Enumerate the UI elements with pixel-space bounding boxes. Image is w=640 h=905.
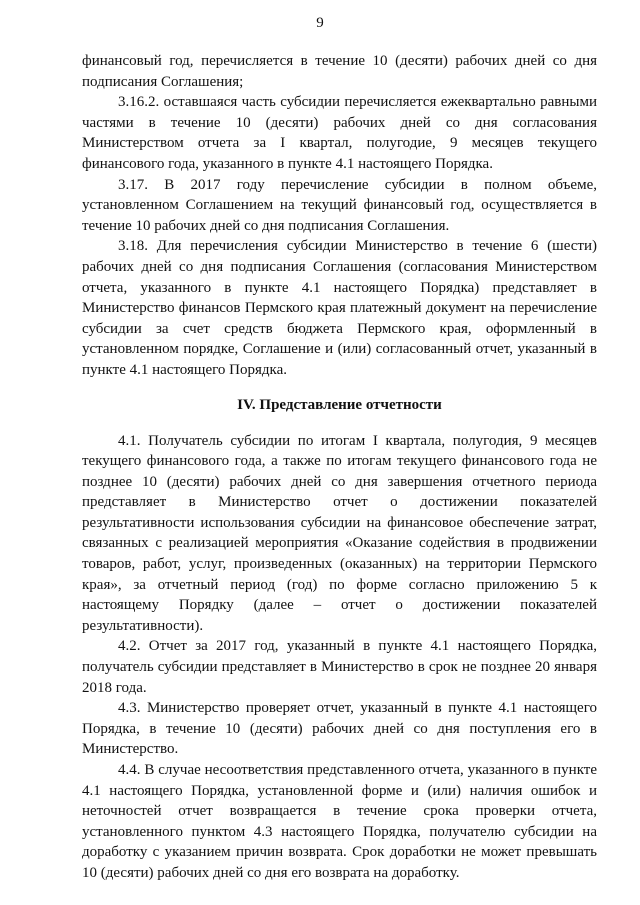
- page-number: 9: [316, 15, 324, 31]
- paragraph-4-3: 4.3. Министерство проверяет отчет, указанный в пункте 4.1 настоящего Порядка, в течение 10 (десяти) рабочих дней со дня поступления его в Министерство.: [82, 700, 597, 758]
- paragraph-3-18: 3.18. Для перечисления субсидии Министерство в течение 6 (шести) рабочих дней со дня подписания Соглашения (согласования Министерством отчета, указанного в пункте 4.1 настоящего Порядка) представляет в Министерство финансов Пермского края платежный документ на перечисление субсидии за счет средств бюджета Пермского края, оформленный в установленном порядке, Соглашение и (или) согласованный отчет, указанный в пункте 4.1 настоящего Порядка.: [82, 238, 597, 378]
- page-content: [82, 51, 597, 884]
- paragraph-3-16-2: 3.16.2. оставшаяся часть субсидии перечисляется ежеквартально равными частями в течение 10 (десяти) рабочих дней со дня согласования Министерством отчета за I квартал, полугодие, 9 месяцев текущего финансового года, указанного в пункте 4.1 настоящего Порядка.: [82, 94, 597, 172]
- section-heading: IV. Представление отчетности: [237, 396, 442, 413]
- paragraph-4-4: 4.4. В случае несоответствия представленного отчета, указанного в пункте 4.1 настоящего Порядка, установленной форме и (или) наличия ошибок и неточностей отчет возвращается в течение срока проверки отчета, установленного пунктом 4.3 настоящего Порядка, получателю субсидии на доработку с указанием причин возврата. Срок доработки не может превышать 10 (десяти) рабочих дней со дня его возврата на доработку.: [82, 762, 597, 881]
- paragraph-4-2: 4.2. Отчет за 2017 год, указанный в пункте 4.1 настоящего Порядка, получатель субсидии представляет в Министерство в срок не позднее 20 января 2018 года.: [82, 638, 597, 696]
- paragraph-continuation: финансовый год, перечисляется в течение 10 (десяти) рабочих дней со дня подписания Соглашения;: [82, 53, 597, 90]
- paragraph-3-17: 3.17. В 2017 году перечисление субсидии в полном объеме, установленном Соглашением на текущий финансовый год, осуществляется в течение 10 рабочих дней со дня подписания Соглашения.: [82, 176, 597, 234]
- paragraph-4-1: 4.1. Получатель субсидии по итогам I квартала, полугодия, 9 месяцев текущего финансового года, а также по итогам текущего финансового года не позднее 10 (десяти) рабочих дней со дня завершения отчетного периода представляет в Министерство отчет о достижении показателей результативности использования субсидии на финансовое обеспечение затрат, связанных с реализацией мероприятия «Оказание содействия в продвижении товаров, работ, услуг, произведенных (оказанных) на территории Пермского края», за отчетный период (год) по форме согласно приложению 5 к настоящему Порядку (далее – отчет о достижении показателей результативности).: [82, 432, 597, 634]
